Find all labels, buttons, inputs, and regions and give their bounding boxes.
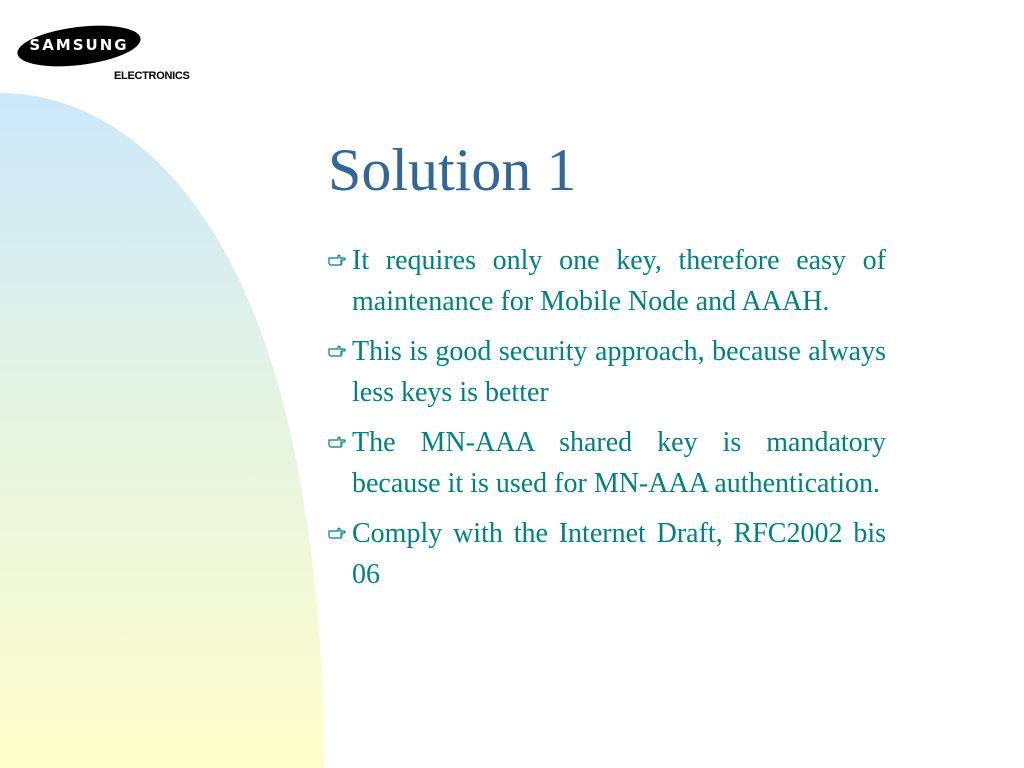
bullet-text: The MN-AAA shared key is mandatory because it is used for MN-AAA authentication. (352, 427, 886, 499)
bullet-text: Comply with the Internet Draft, RFC2002 bis 06 (352, 518, 886, 590)
slide-title: Solution 1 (328, 137, 577, 203)
bullet-text: It requires only one key, therefore easy of maintenance for Mobile Node and AAAH. (352, 245, 886, 317)
pointing-hand-icon (328, 253, 346, 267)
logo-brand-text: SAMSUNG (29, 36, 129, 54)
bullet-item (328, 513, 886, 595)
pointing-hand-icon (328, 526, 346, 540)
bullet-item (328, 422, 886, 504)
pointing-hand-icon (328, 435, 346, 449)
bullet-list (328, 240, 886, 604)
bullet-text: This is good security approach, because always less keys is better (352, 336, 886, 408)
pointing-hand-icon (328, 344, 346, 358)
samsung-logo (16, 24, 196, 84)
bullet-item (328, 240, 886, 322)
logo-division-text: ELECTRONICS (114, 70, 190, 82)
bullet-item (328, 331, 886, 413)
